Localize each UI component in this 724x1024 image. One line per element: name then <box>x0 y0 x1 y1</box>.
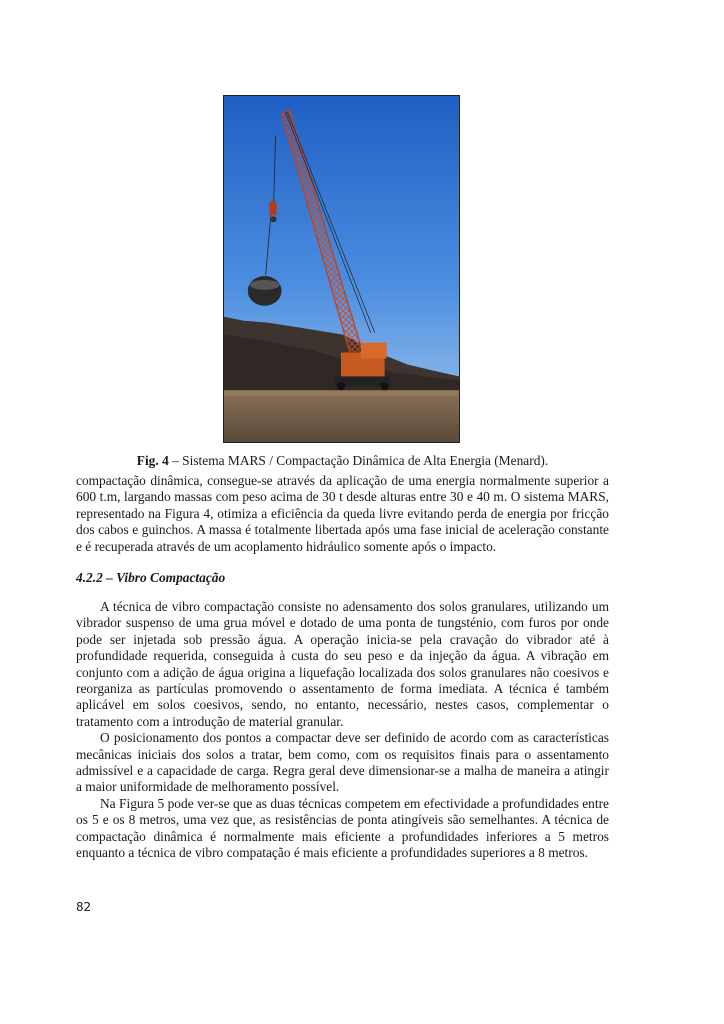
crane-photo-icon <box>224 96 459 442</box>
caption-text: – Sistema MARS / Compactação Dinâmica de Alta Energia (Menard). <box>168 453 549 468</box>
section-heading: 4.2.2 – Vibro Compactação <box>76 570 226 585</box>
caption-label: Fig. 4 <box>136 453 169 468</box>
body-text <box>76 599 609 862</box>
page-number: 82 <box>76 899 92 914</box>
figure-caption <box>76 452 609 470</box>
intro-paragraph: compactação dinâmica, consegue-se através da aplicação de uma energia normalmente superior a 600 t.m, largando massas com peso acima de 30 t desde alturas entre 30 e 40 m. O sistema MARS, representado na Figura 4, otimiza a eficiência da queda livre evitando perda de energia por fricção dos cabos e guinchos. A massa é totalmente libertada após uma fase inicial de aceleração constante e é recuperada através de um acoplamento hidráulico somente após o impacto. <box>76 473 609 554</box>
paragraph-vibro: A técnica de vibro compactação consiste no adensamento dos solos granulares, utilizando um vibrador suspenso de uma grua móvel e dotado de uma ponta de tungsténio, com furos por onde pode ser injetada sob pressão água. A operação inicia-se pela cravação do vibrador até à profundidade requerida, conseguida à custa do seu peso e da injeção da água. A vibração em conjunto com a adição de água origina a liquefação localizada dos solos granulares não coesivos e reorganiza as partículas promovendo o assentamento de forma imediata. A técnica é também aplicável em solos coesivos, sendo, no entanto, necessário, nestes casos, complementar o tratamento com a introdução de material granular. <box>76 599 609 729</box>
paragraph-figure5: Na Figura 5 pode ver-se que as duas técnicas competem em efectividade a profundidades entre os 5 e os 8 metros, uma vez que, as resistências de ponta atingíveis são semelhantes. A técnica de compactação dinâmica é normalmente mais eficiente a profundidades inferiores a 5 metros enquanto a técnica de vibro compatação é mais eficiente a profundidades superiores a 8 metros. <box>76 795 609 861</box>
figure-photo <box>223 95 460 443</box>
intro-paragraph-block <box>76 473 609 555</box>
paragraph-positioning: O posicionamento dos pontos a compactar deve ser definido de acordo com as características mecânicas iniciais dos solos a tratar, bem como, com os requisitos finais para o assentamento admissível e a capacidade de carga. Regra geral deve dimensionar-se a malha de maneira a atingir a maior uniformidade de melhoramento possível. <box>76 730 609 795</box>
